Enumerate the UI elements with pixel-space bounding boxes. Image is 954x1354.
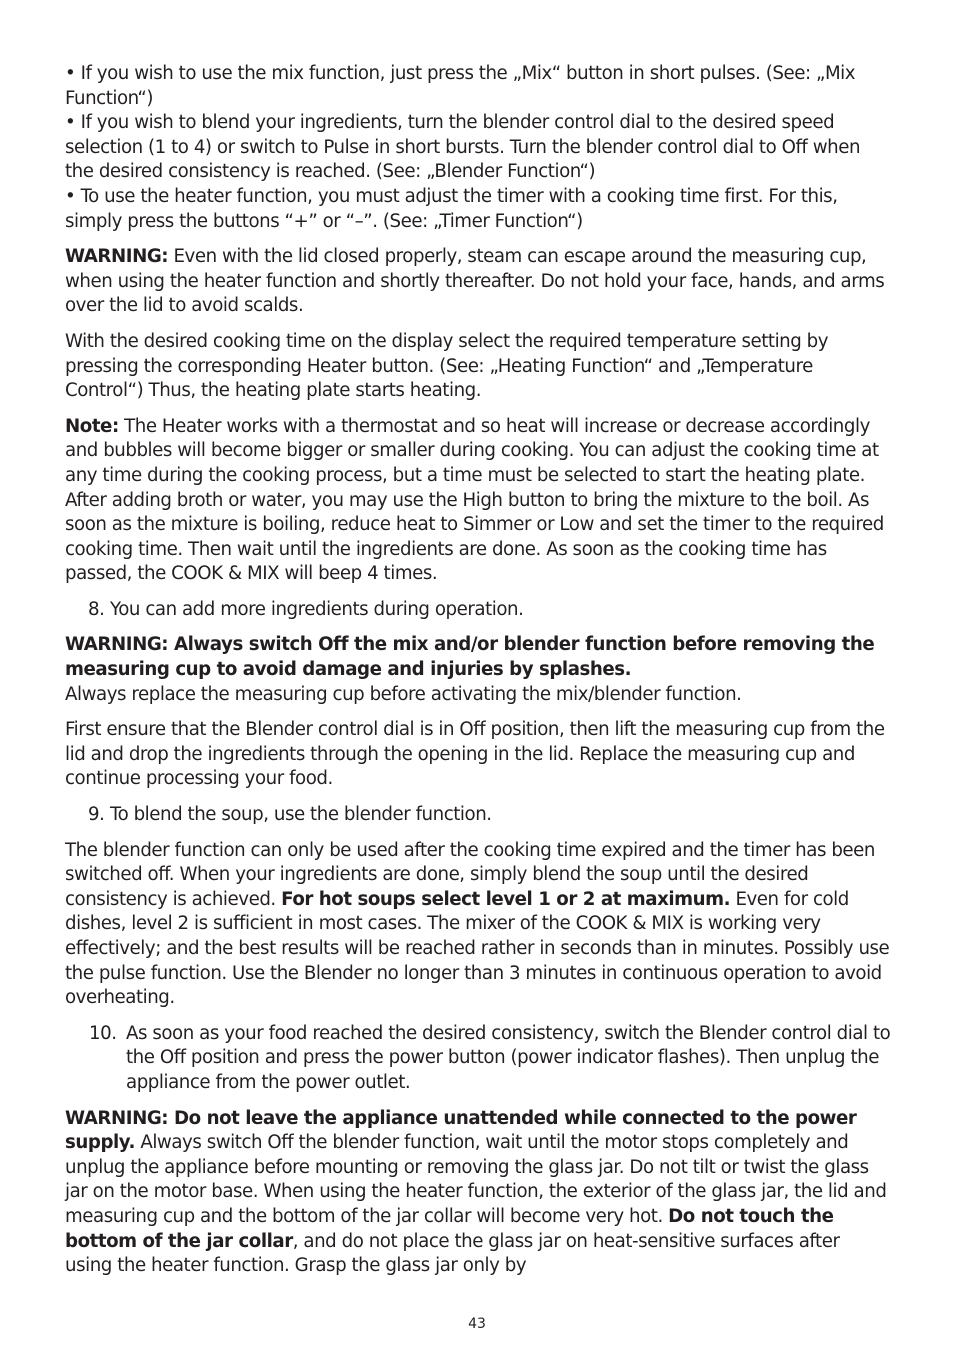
warning-steam: [65, 245, 891, 319]
paragraph-first-ensure: First ensure that the Blender control dial is in Off position, then lift the measuring cup from the lid and drop the ingredients through the opening in the lid. Replace the measuring cup and continue processing your food.: [65, 719, 885, 790]
bullet-blender-function: • If you wish to blend your ingredients, turn the blender control dial to the desired speed selection (1 to 4) or switch to Pulse in short bursts. Turn the blender control dial to Off when the desired consistency is reached. (See: „Blender Function“): [65, 112, 861, 183]
warning-bold-text-2: Do not touch the bottom of the jar collar: [65, 1205, 834, 1252]
blender-text-2: Even for cold dishes, level 2 is sufficient in most cases. The mixer of the COOK & MIX is working very effectively; and the best results will be reached rather in seconds than in minutes. Possibly use the pulse function. Use the Blender no longer than 3 minutes in continuous operation to avoid overheating.: [65, 888, 890, 1009]
step-9: [65, 803, 891, 828]
step-10: [65, 1022, 891, 1096]
warning-text-1: Always switch Off the blender function, wait until the motor stops completely and unplug the appliance before mounting or removing the glass jar. Do not tilt or twist the glass jar on the motor base. When using the heater function, the exterior of the glass jar, the lid and measuring cup and the bottom of the jar collar will become very hot.: [65, 1132, 887, 1227]
blender-bold-text: For hot soups select level 1 or 2 at maximum.: [281, 888, 731, 910]
blender-text-1: The blender function can only be used after the cooking time expired and the timer has been switched off. When your ingredients are done, simply blend the soup until the desired consistency is achieved.: [65, 839, 875, 910]
manual-page: [65, 62, 891, 1279]
warning-bold-text-1: WARNING: Do not leave the appliance unattended while connected to the power supply.: [65, 1107, 857, 1154]
note-thermostat: [65, 415, 891, 587]
step-text: To blend the soup, use the blender function.: [110, 804, 492, 826]
warning-text: Always replace the measuring cup before activating the mix/blender function.: [65, 683, 742, 705]
step-8: [65, 598, 891, 623]
bullet-mix-function: • If you wish to use the mix function, just press the „Mix“ button in short pulses. (See: „Mix Function“): [65, 63, 856, 109]
step-text: As soon as your food reached the desired consistency, switch the Blender control dial to the Off position and press the power button (power indicator flashes). Then unplug the appliance from the power outlet.: [126, 1022, 891, 1093]
step-number: 9.: [88, 804, 105, 826]
step-text: You can add more ingredients during operation.: [110, 598, 524, 620]
page-number: 43: [468, 1316, 486, 1332]
step-number: 10.: [89, 1022, 117, 1044]
note-label: Note:: [65, 415, 119, 437]
bullet-heater-function: • To use the heater function, you must adjust the timer with a cooking time first. For this, simply press the buttons “+” or “–”. (See: „Timer Function“): [65, 185, 838, 232]
paragraph-cooking-time: With the desired cooking time on the display select the required temperature setting by pressing the corresponding Heater button. (See: „Heating Function“ and „Temperature Control“) Thus, the heating plate starts heating.: [65, 330, 829, 402]
step-number: 8.: [88, 598, 105, 620]
warning-text: Even with the lid closed properly, steam can escape around the measuring cup, when using the heater function and shortly thereafter. Do not hold your face, hands, and arms over the lid to avoid scalds.: [65, 246, 885, 317]
warning-text-2: , and do not place the glass jar on heat-sensitive surfaces after using the heater function. Grasp the glass jar only by: [65, 1230, 840, 1277]
paragraph-blender: [65, 839, 891, 1011]
warning-bold-text: WARNING: Always switch Off the mix and/or blender function before removing the measuring cup to avoid damage and injuries by splashes.: [65, 634, 875, 681]
warning-label: WARNING:: [65, 246, 169, 268]
note-text: The Heater works with a thermostat and so heat will increase or decrease accordingly and bubbles will become bigger or smaller during cooking. You can adjust the cooking time at any time during the cooking process, but a time must be selected to start the heating plate. After adding broth or water, you may use the High button to bring the mixture to the boil. As soon as the mixture is boiling, reduce heat to Simmer or Low and set the timer to the required cooking time. Then wait until the ingredients are done. As soon as the cooking time has passed, the COOK & MIX will beep 4 times.: [65, 415, 884, 585]
warning-measuring-cup: [65, 633, 891, 707]
warning-unattended: [65, 1107, 891, 1279]
